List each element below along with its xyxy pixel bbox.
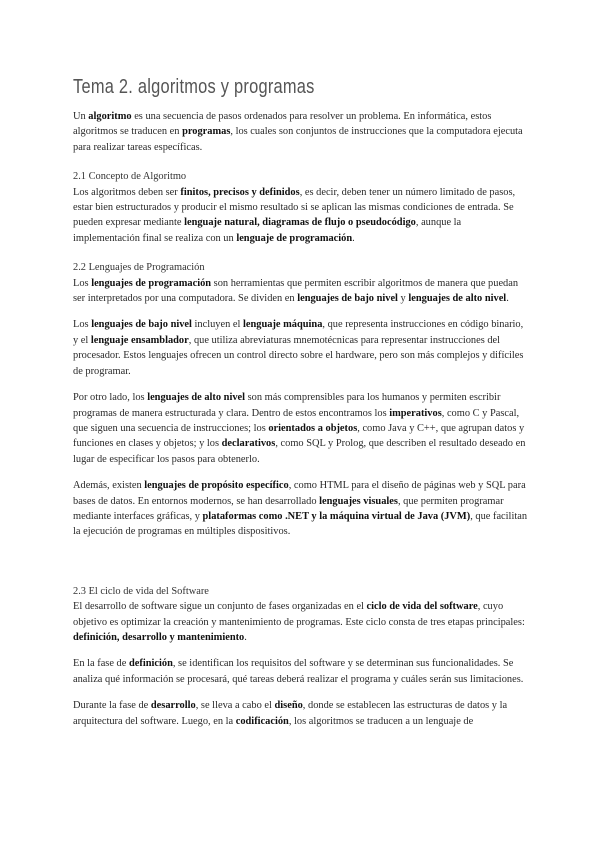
bold-term: imperativos [389,407,442,419]
bold-term: lenguaje máquina [243,319,323,331]
bold-term: orientados a objetos [268,422,358,434]
paragraph: Durante la fase de desarrollo, se lleva a cabo el diseño, donde se establecen las estructuras de datos y la arquitectura del software. Luego, en la codificación, los algoritmos se traducen a un lenguaje de [73,700,508,727]
paragraph: Los lenguajes de bajo nivel incluyen el lenguaje máquina, que representa instrucciones en código binario, y el lenguaje ensamblador, que utiliza abreviaturas mnemotécnicas para representar instrucciones del procesador. Estos lenguajes ofrecen un control directo sobre el hardware, pero son más complejos y difíciles de programar. [73,319,524,377]
bold-term: lenguaje ensamblador [90,334,189,346]
bold-term: lenguajes de bajo nivel [297,293,398,305]
bold-term: finitos, precisos y definidos [180,186,300,198]
bold-term: lenguajes de propósito específico [144,480,289,492]
paragraph: Un algoritmo es una secuencia de pasos ordenados para resolver un problema. En informática, estos algoritmos se traducen en programas, los cuales son conjuntos de instrucciones que la computadora ejecuta para realizar tareas específicas. [73,111,523,153]
bold-term: declarativos [221,438,276,450]
bold-term: lenguajes de programación [91,277,212,289]
bold-term: definición, desarrollo y mantenimiento [73,631,245,643]
bold-term: lenguajes visuales [319,495,398,507]
bold-term: programas [182,126,231,138]
bold-term: diseño [274,700,303,712]
page-title: Tema 2. algoritmos y programas [73,76,315,98]
bold-term: plataformas como .NET y la máquina virtual de Java (JVM) [202,510,471,522]
bold-term: lenguajes de alto nivel [147,392,246,404]
section-heading: 2.1 Concepto de Algoritmo [73,171,187,183]
paragraph: Los lenguajes de programación son herramientas que permiten escribir algoritmos de manera que puedan ser interpretados por una computadora. Se dividen en lenguajes de bajo nivel y lenguajes de alto nivel. [73,277,519,305]
bold-term: lenguaje de programación [236,232,353,244]
bold-term: algoritmo [88,111,132,122]
paragraph: En la fase de definición, se identifican los requisitos del software y se determinan sus funcionalidades. Se analiza qué información se procesará, qué tareas deberá realizar el programa y cuáles serán sus limitaciones. [73,658,524,685]
bold-term: definición [128,658,173,670]
bold-term: lenguajes de alto nivel [408,293,507,305]
document-body [73,109,528,729]
bold-term: lenguaje natural, diagramas de flujo o pseudocódigo [184,217,416,229]
bold-term: codificación [235,715,289,727]
bold-term: lenguajes de bajo nivel [91,319,192,331]
bold-term: ciclo de vida del software [366,601,478,613]
document-page [73,76,528,729]
paragraph: El desarrollo de software sigue un conjunto de fases organizadas en el ciclo de vida del software, cuyo objetivo es optimizar la creación y mantenimiento de programas. Este ciclo consta de tres etapas principales: definición, desarrollo y mantenimiento. [73,601,525,643]
paragraph: Los algoritmos deben ser finitos, precisos y definidos, es decir, deben tener un número limitado de pasos, estar bien estructurados y producir el mismo resultado si se aplican las mismas condiciones de entrada. Se pueden expresar mediante lenguaje natural, diagramas de flujo o pseudocódigo, aunque la implementación final se realiza con un lenguaje de programación. [73,186,516,244]
paragraph: Además, existen lenguajes de propósito específico, como HTML para el diseño de páginas web y SQL para bases de datos. En entornos modernos, se han desarrollado lenguajes visuales, que permiten programar mediante interfaces gráficas, y plataformas como .NET y la máquina virtual de Java (JVM), que facilitan la ejecución de programas en múltiples dispositivos. [73,480,528,538]
paragraph: Por otro lado, los lenguajes de alto nivel son más comprensibles para los humanos y permiten escribir programas de manera estructurada y clara. Dentro de estos encontramos los imperativos, como C y Pascal, que siguen una secuencia de instrucciones; los orientados a objetos, como Java y C++, que agrupan datos y funciones en clases y objetos; y los declarativos, como SQL y Prolog, que describen el resultado deseado en lugar de especificar los pasos para obtenerlo. [73,392,526,465]
bold-term: desarrollo [150,700,196,712]
section-heading: 2.2 Lenguajes de Programación [73,262,205,274]
section-heading: 2.3 El ciclo de vida del Software [73,585,209,597]
